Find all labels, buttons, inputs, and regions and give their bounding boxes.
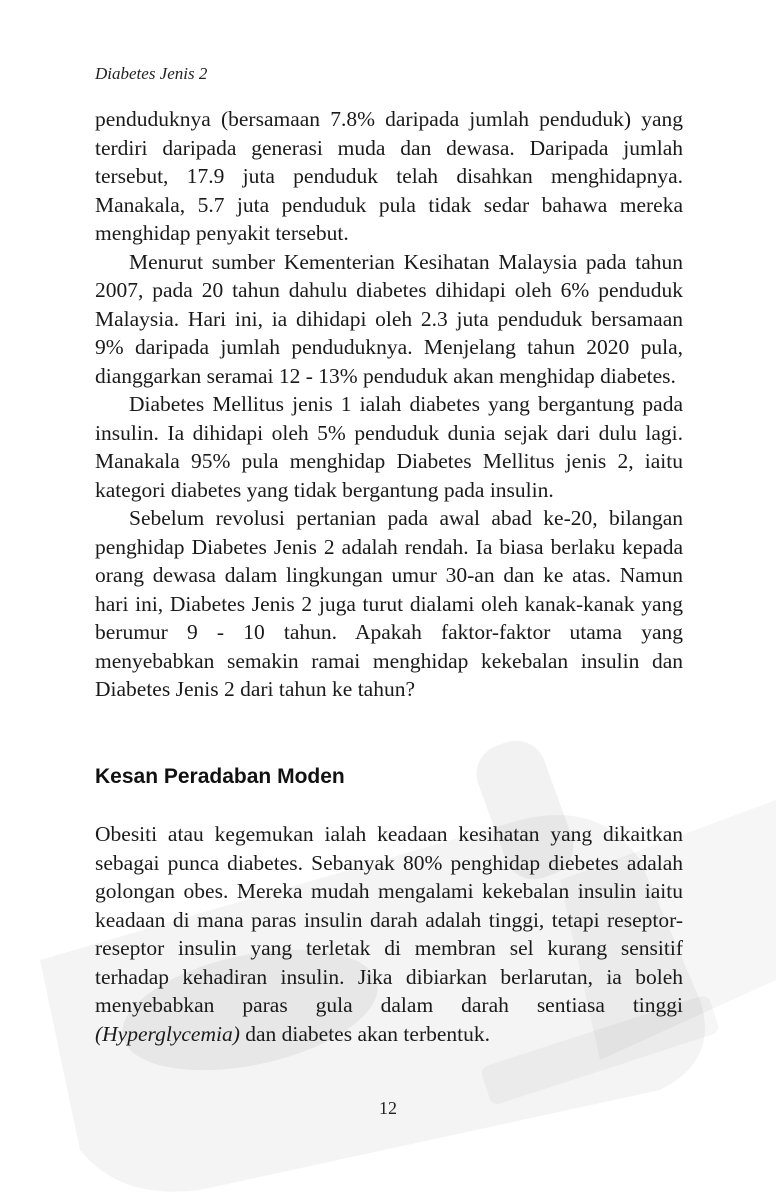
- paragraph: Sebelum revolusi pertanian pada awal abad ke-20, bilangan penghidap Diabetes Jenis 2 adalah rendah. Ia biasa berlaku kepada orang dewasa dalam lingkungan umur 30-an dan ke atas. Namun hari ini, Diabetes Jenis 2 juga turut dialami oleh kanak-kanak yang berumur 9 - 10 tahun. Apakah faktor-faktor utama yang menyebabkan semakin ramai menghidap kekebalan insulin dan Diabetes Jenis 2 dari tahun ke tahun?: [95, 506, 683, 701]
- page-number: 12: [379, 1098, 397, 1118]
- paragraph: penduduknya (bersamaan 7.8% daripada jumlah penduduk) yang terdiri daripada generasi muda dan dewasa. Daripada jumlah tersebut, 17.9 juta penduduk telah disahkan menghidapnya. Manakala, 5.7 juta penduduk pula tidak sedar bahawa mereka menghidap penyakit tersebut.: [95, 107, 683, 245]
- paragraph-text: Obesiti atau kegemukan ialah keadaan kesihatan yang dikaitkan sebagai punca diabetes. Sebanyak 80% penghidap diebetes adalah golongan obes. Mereka mudah mengalami kekebalan insulin iaitu keadaan di mana paras insulin darah adalah tinggi, tetapi reseptor-reseptor insulin yang terletak di membran sel kurang sensitif terhadap kehadiran insulin. Jika dibiarkan berlarutan, ia boleh menyebabkan paras gula dalam darah sentiasa tinggi: [95, 822, 683, 1017]
- paragraph: Menurut sumber Kementerian Kesihatan Malaysia pada tahun 2007, pada 20 tahun dahulu diabetes dihidapi oleh 6% penduduk Malaysia. Hari ini, ia dihidapi oleh 2.3 juta penduduk bersamaan 9% daripada jumlah penduduknya. Menjelang tahun 2020 pula, dianggarkan seramai 12 - 13% penduduk akan menghidap diabetes.: [95, 249, 683, 388]
- paragraph-text: dan diabetes akan terbentuk.: [239, 1021, 490, 1046]
- paragraph: [95, 820, 683, 1048]
- section-text: [95, 820, 683, 1048]
- body-text: [95, 105, 683, 704]
- running-header: Diabetes Jenis 2: [95, 64, 208, 83]
- italic-term: (Hyperglycemia): [95, 1021, 240, 1046]
- section-heading: Kesan Peradaban Moden: [95, 765, 345, 788]
- paragraph: Diabetes Mellitus jenis 1 ialah diabetes yang bergantung pada insulin. Ia dihidapi oleh 5% penduduk dunia sejak dari dulu lagi. Manakala 95% pula menghidap Diabetes Mellitus jenis 2, iaitu kategori diabetes yang tidak bergantung pada insulin.: [95, 392, 683, 502]
